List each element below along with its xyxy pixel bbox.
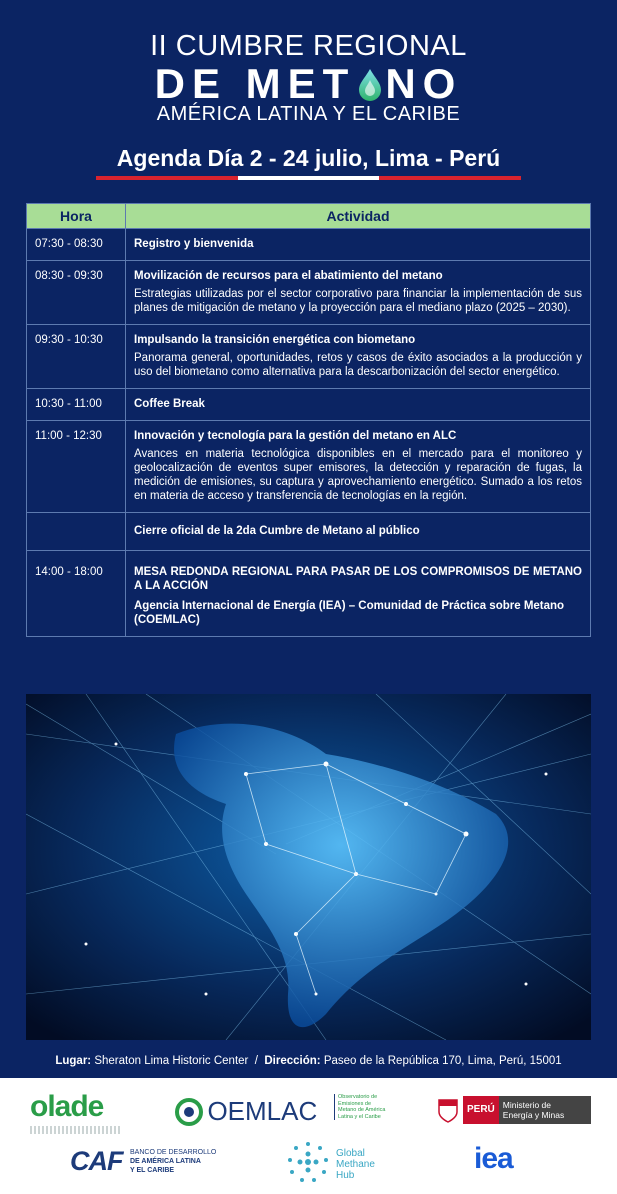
col-actividad: Actividad: [126, 204, 591, 229]
network-map-image: [26, 694, 591, 1040]
olade-text: olade: [30, 1090, 104, 1123]
header: [0, 0, 617, 200]
table-row: [27, 551, 591, 637]
flame-drop-icon: [357, 68, 383, 102]
table-header-row: [27, 204, 591, 229]
caf-sub-2: DE AMÉRICA LATINA: [130, 1158, 201, 1165]
gmh-text: Global Methane Hub: [336, 1148, 375, 1181]
title-line-3: AMÉRICA LATINA Y EL CARIBE: [156, 103, 461, 125]
activity-description: Panorama general, oportunidades, retos y casos de éxito asociados a la producción y uso del biometano como alternativa para la descarbonización del sector energético.: [134, 352, 582, 378]
iea-text: iea: [474, 1142, 513, 1175]
col-hora: Hora: [27, 204, 126, 229]
oemlac-logo: [175, 1096, 317, 1127]
row-activity: [126, 421, 591, 513]
row-time: 07:30 - 08:30: [27, 229, 126, 261]
caf-subtitle: [130, 1148, 216, 1175]
gmh-dots-icon: [284, 1138, 332, 1186]
peru-label: PERÚ: [463, 1096, 499, 1124]
olade-logo: [30, 1090, 103, 1124]
activity-title: Innovación y tecnología para la gestión del metano en ALC: [134, 430, 457, 442]
oemlac-text: OEMLAC: [207, 1096, 318, 1126]
oemlac-subtitle: Observatorio de Emisiones de Metano de América Latina y el Caribe: [334, 1094, 390, 1120]
table-row: [27, 389, 591, 421]
venue-value: Sheraton Lima Historic Center: [94, 1055, 249, 1067]
venue-label: Lugar:: [55, 1055, 92, 1067]
table-row: [27, 421, 591, 513]
iea-logo: [474, 1142, 513, 1176]
title-line-1: II CUMBRE REGIONAL: [150, 30, 467, 62]
row-activity: [126, 551, 591, 637]
row-activity: [126, 513, 591, 551]
caf-text: CAF: [70, 1146, 123, 1176]
activity-description: Estrategias utilizadas por el sector corporativo para financiar la implementación de sus planes de mitigación de metano y la proyección para el mediano plazo (2025 – 2030).: [134, 288, 582, 314]
row-activity: [126, 389, 591, 421]
table-row: [27, 513, 591, 551]
flag-underline: [96, 176, 521, 180]
activity-title: Coffee Break: [134, 398, 205, 410]
row-time: 08:30 - 09:30: [27, 261, 126, 325]
table-row: [27, 261, 591, 325]
caf-logo: [70, 1146, 123, 1177]
table-row: [27, 325, 591, 389]
row-time: 10:30 - 11:00: [27, 389, 126, 421]
activity-description: Avances en materia tecnológica disponibles en el mercado para el monitoreo y geolocalización de eventos super emisores, la detección y reparación de fugas, la medición de emisiones, su captura y aprovechamiento energético. Sumado a los retos en materia de acceso y transferencia de tecnologías en la región.: [134, 448, 582, 502]
peru-coat-of-arms-icon: [437, 1096, 459, 1124]
row-time: [27, 513, 126, 551]
global-methane-hub-logo: [284, 1138, 332, 1191]
row-time: 11:00 - 12:30: [27, 421, 126, 513]
activity-title: Cierre oficial de la 2da Cumbre de Metano al público: [134, 525, 420, 537]
oemlac-globe-icon: [175, 1098, 203, 1126]
venue-info: [0, 1055, 617, 1067]
row-activity: [126, 261, 591, 325]
row-time: 14:00 - 18:00: [27, 551, 126, 637]
row-time: 09:30 - 10:30: [27, 325, 126, 389]
activity-title: Movilización de recursos para el abatimiento del metano: [134, 270, 443, 282]
map-illustration: [26, 694, 591, 1040]
peru-ministerio-logo: [437, 1096, 591, 1124]
agenda-table: [26, 203, 591, 637]
row-activity: [126, 325, 591, 389]
activity-title: Registro y bienvenida: [134, 238, 254, 250]
row-activity: [126, 229, 591, 261]
sponsor-logos: [0, 1078, 617, 1194]
activity-subtitle: Agencia Internacional de Energía (IEA) – Comunidad de Práctica sobre Metano (COEMLAC): [134, 600, 565, 626]
address-label: Dirección:: [264, 1055, 321, 1067]
caf-sub-1: BANCO DE DESARROLLO: [130, 1149, 217, 1156]
agenda-title: Agenda Día 2 - 24 julio, Lima - Perú: [116, 145, 501, 171]
ministerio-label: Ministerio de Energía y Minas: [499, 1096, 591, 1124]
title-part-a: DE MET: [154, 60, 356, 107]
title-part-b: NO: [385, 60, 463, 107]
table-row: [27, 229, 591, 261]
address-value: Paseo de la República 170, Lima, Perú, 15001: [323, 1055, 562, 1067]
olade-fine-print: [30, 1126, 120, 1134]
venue-separator: /: [254, 1055, 258, 1067]
title-line-2: [0, 60, 617, 108]
caf-sub-3: Y EL CARIBE: [130, 1167, 175, 1174]
activity-title: Impulsando la transición energética con biometano: [134, 334, 416, 346]
activity-title: MESA REDONDA REGIONAL PARA PASAR DE LOS COMPROMISOS DE METANO A LA ACCIÓN: [134, 566, 582, 592]
